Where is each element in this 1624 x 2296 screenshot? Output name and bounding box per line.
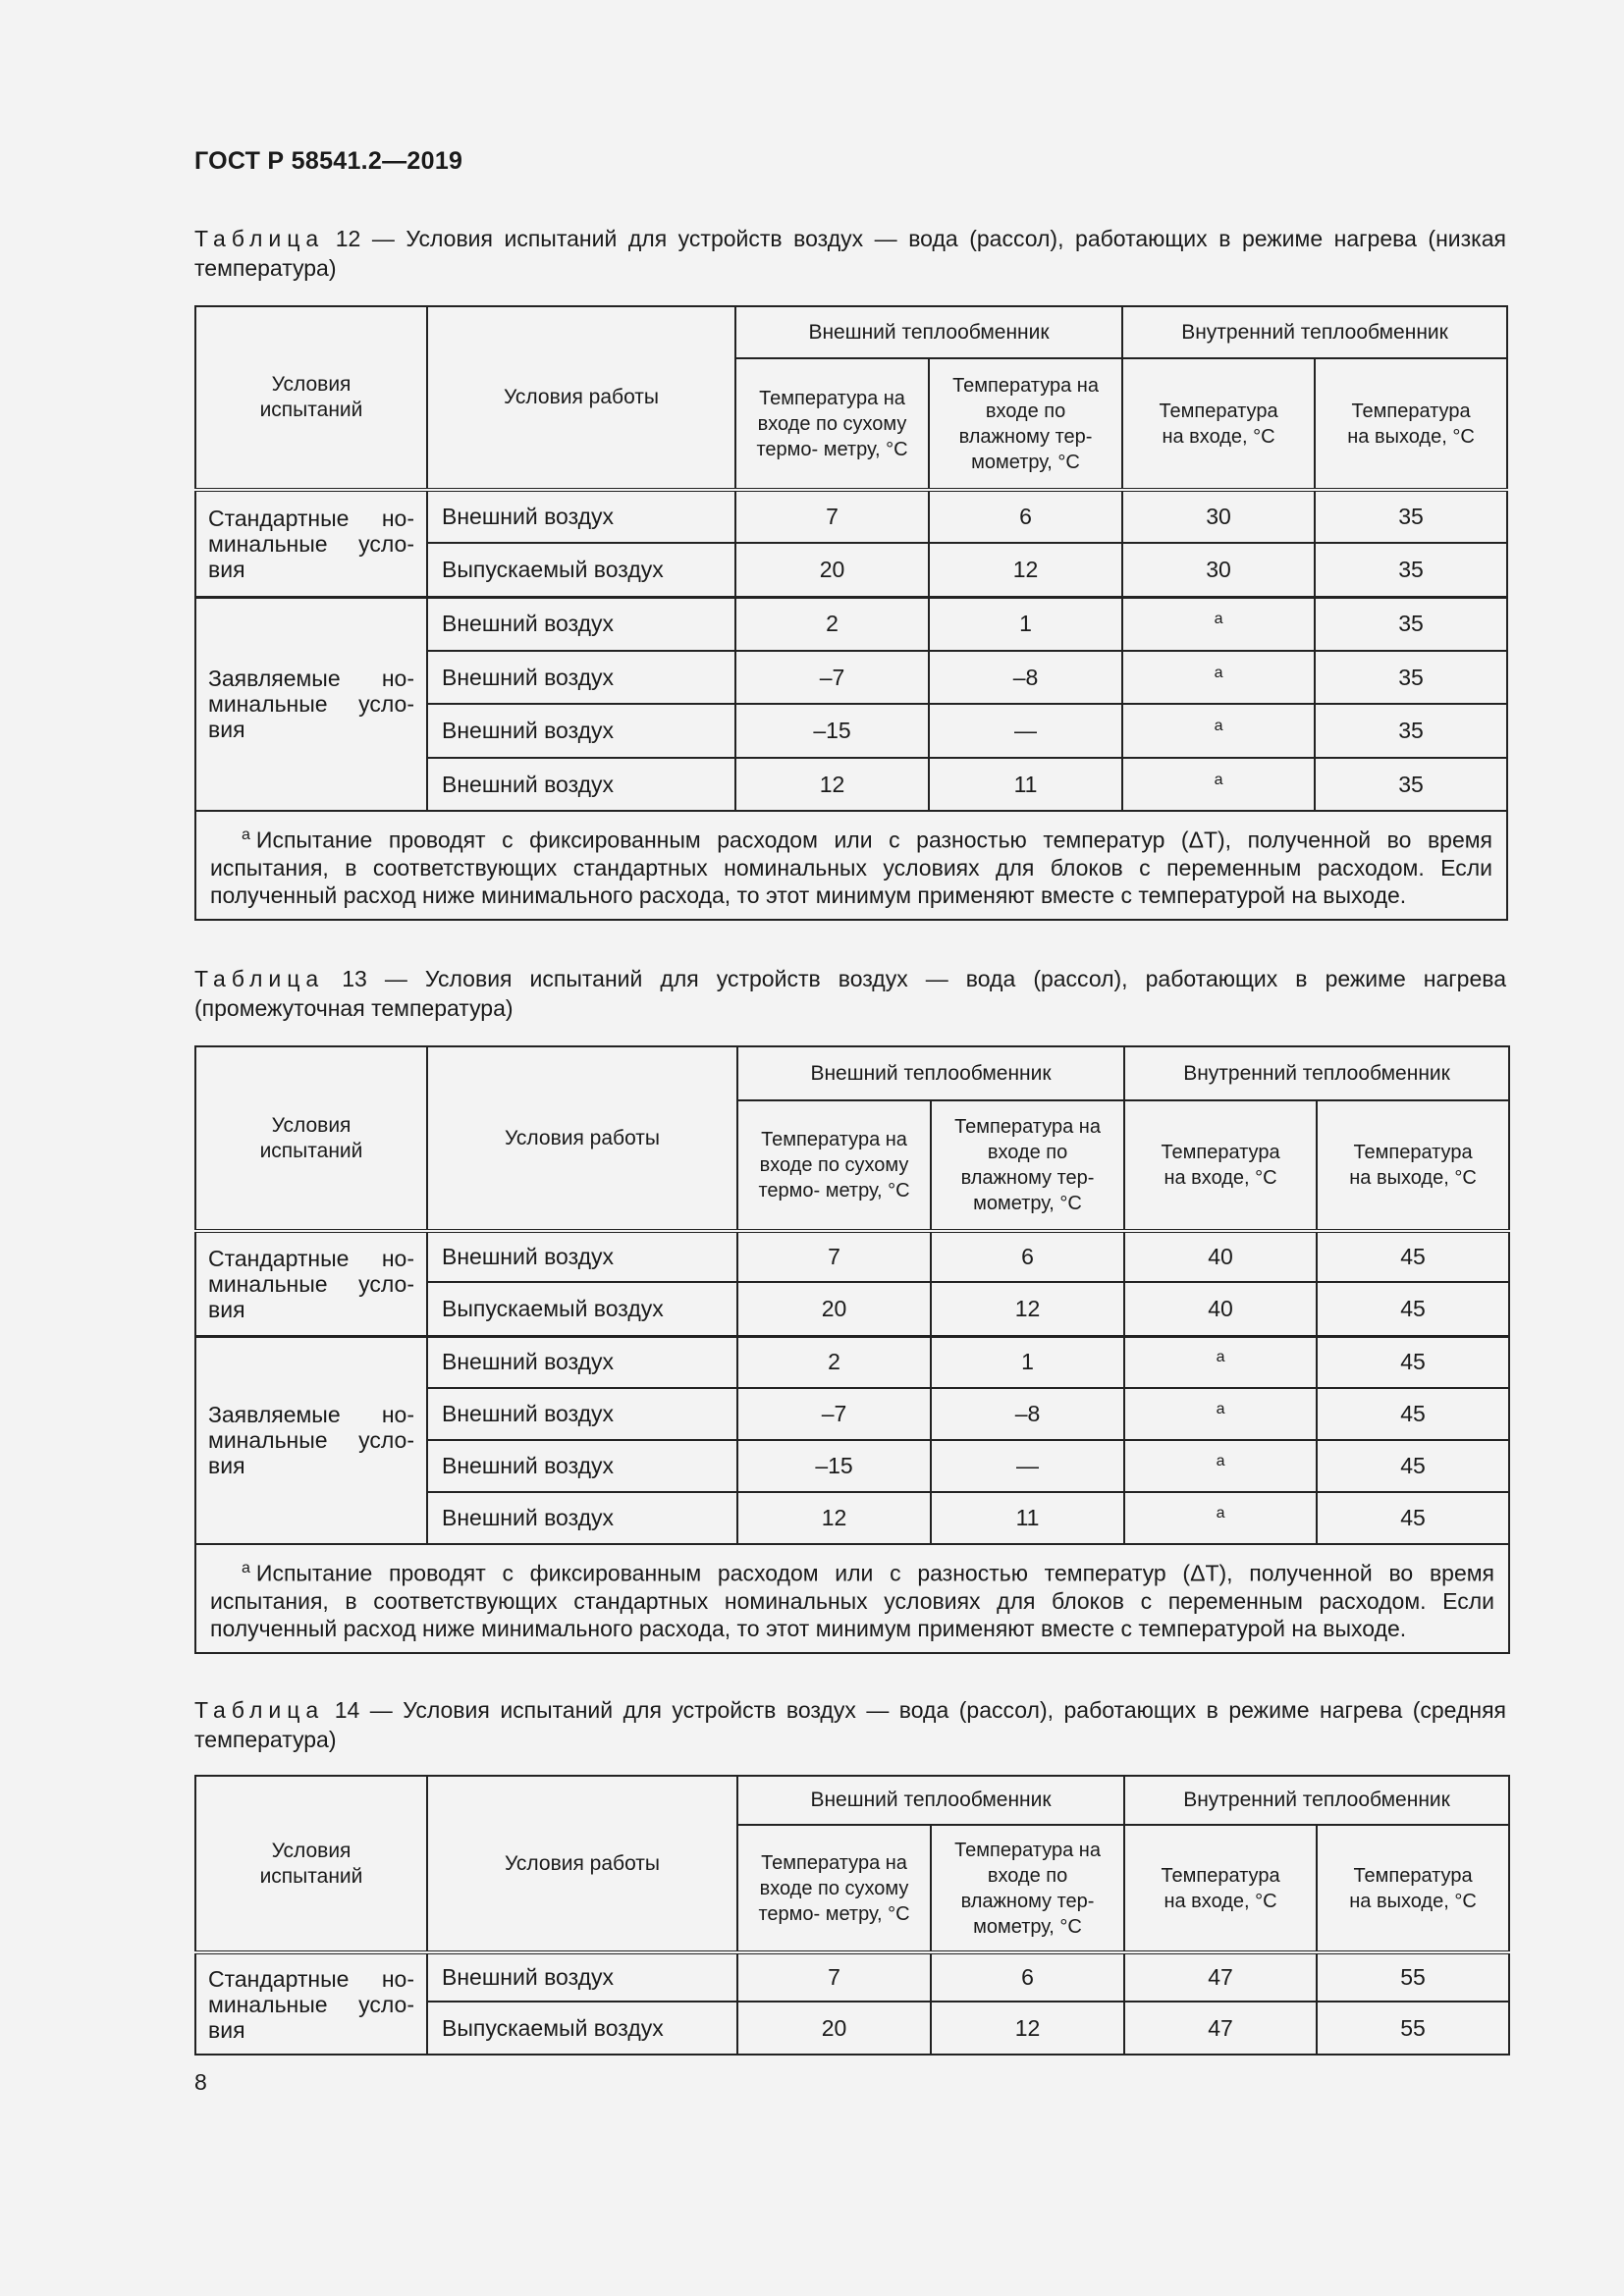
- header-test-conditions: Условия испытаний: [195, 1046, 427, 1231]
- header-outer-exchanger: Внешний теплообменник: [735, 306, 1122, 358]
- header-work-conditions: Условия работы: [427, 306, 735, 490]
- table-row: Внешний воздух –15 — $^a$ 45: [195, 1440, 1509, 1492]
- header-outer-exchanger: Внешний теплообменник: [737, 1776, 1124, 1825]
- header-wet-bulb: Температура на входе по влажному тер- мометру, °С: [929, 358, 1122, 490]
- footnote-ref: a: [1216, 1349, 1225, 1366]
- table-footnote: $^a$ Испытание проводят с фиксированным расходом или с разностью температур (ΔT), полученной во время испытания, в соответствующих стандартных номинальных условиях для блоков с переменным расходом. Если полученный расход ниже минимального расхода, то этот минимум применяют вместе с температурой на выходе.: [195, 1544, 1509, 1653]
- group-standard: Стандартные но- минальные усло- вия: [195, 1952, 427, 2055]
- table-row: Заявляемые но- минальные усло- вия Внешний воздух 2 1 $^a$ 45: [195, 1336, 1509, 1388]
- table-row: Выпускаемый воздух 20 12 47 55: [195, 2002, 1509, 2055]
- table-row: Выпускаемый воздух 20 12 30 35: [195, 543, 1507, 597]
- table-13: [194, 1045, 1510, 1654]
- header-test-conditions: Условия испытаний: [195, 306, 427, 490]
- table-12-caption: Таблица 12 — Условия испытаний для устройств воздух — вода (рассол), работающих в режиме нагрева (низкая температура): [194, 226, 1506, 281]
- table-row: Внешний воздух –7 –8 $^a$ 35: [195, 651, 1507, 704]
- table-14-caption: Таблица 14 — Условия испытаний для устройств воздух — вода (рассол), работающих в режиме нагрева (средняя температура): [194, 1697, 1507, 1752]
- table-footnote-row: [195, 811, 1507, 920]
- group-standard: Стандартные но- минальные усло- вия: [195, 1231, 427, 1336]
- header-dry-bulb: Температура на входе по сухому термо- метру, °С: [737, 1100, 931, 1231]
- footnote-ref: a: [1214, 664, 1223, 681]
- table-row: Внешний воздух 12 11 $^a$ 35: [195, 758, 1507, 811]
- table-14: [194, 1775, 1510, 2056]
- table-13-caption: Таблица 13 — Условия испытаний для устройств воздух — вода (рассол), работающих в режиме нагрева (промежуточная температура): [194, 966, 1507, 1021]
- header-inner-exchanger: Внутренний теплообменник: [1124, 1776, 1509, 1825]
- header-inner-exchanger: Внутренний теплообменник: [1122, 306, 1507, 358]
- table-row: Стандартные но- минальные усло- вия Внешний воздух 7 6 47 55: [195, 1952, 1509, 2002]
- table-row: Стандартные но- минальные усло- вия Внешний воздух 7 6 30 35: [195, 490, 1507, 543]
- footnote-ref: a: [1214, 771, 1223, 788]
- header-dry-bulb: Температура на входе по сухому термо- метру, °С: [735, 358, 929, 490]
- header-test-conditions: Условия испытаний: [195, 1776, 427, 1952]
- table-row: Выпускаемый воздух 20 12 40 45: [195, 1282, 1509, 1336]
- footnote-ref: a: [1214, 718, 1223, 734]
- header-outlet-temp: Температура на выходе, °С: [1317, 1100, 1509, 1231]
- header-inlet-temp: Температура на входе, °С: [1122, 358, 1315, 490]
- page-number: 8: [194, 2069, 207, 2095]
- header-outlet-temp: Температура на выходе, °С: [1315, 358, 1507, 490]
- table-row: Внешний воздух –7 –8 $^a$ 45: [195, 1388, 1509, 1440]
- header-dry-bulb: Температура на входе по сухому термо- метру, °С: [737, 1825, 931, 1952]
- table-footnote: $^a$ Испытание проводят с фиксированным расходом или с разностью температур (ΔT), полученной во время испытания, в соответствующих стандартных номинальных условиях для блоков с переменным расходом. Если полученный расход ниже минимального расхода, то этот минимум применяют вместе с температурой на выходе.: [195, 811, 1507, 920]
- footnote-ref: a: [1216, 1505, 1225, 1522]
- group-declared: Заявляемые но- минальные усло- вия: [195, 1336, 427, 1544]
- header-work-conditions: Условия работы: [427, 1776, 737, 1952]
- group-standard: Стандартные но- минальные усло- вия: [195, 490, 427, 597]
- header-outer-exchanger: Внешний теплообменник: [737, 1046, 1124, 1100]
- table-row: Заявляемые но- минальные усло- вия Внешний воздух 2 1 $^a$ 35: [195, 597, 1507, 651]
- table-footnote-row: [195, 1544, 1509, 1653]
- footnote-ref: a: [1214, 611, 1223, 628]
- table-row: Стандартные но- минальные усло- вия Внешний воздух 7 6 40 45: [195, 1231, 1509, 1282]
- header-inner-exchanger: Внутренний теплообменник: [1124, 1046, 1509, 1100]
- header-work-conditions: Условия работы: [427, 1046, 737, 1231]
- footnote-ref: a: [1216, 1401, 1225, 1417]
- header-wet-bulb: Температура на входе по влажному тер- мометру, °С: [931, 1100, 1124, 1231]
- footnote-ref: a: [1216, 1453, 1225, 1469]
- document-code: ГОСТ Р 58541.2—2019: [194, 147, 463, 175]
- table-12: [194, 305, 1508, 921]
- table-row: Внешний воздух –15 — $^a$ 35: [195, 704, 1507, 758]
- group-declared: Заявляемые но- минальные усло- вия: [195, 597, 427, 811]
- header-wet-bulb: Температура на входе по влажному тер- мометру, °С: [931, 1825, 1124, 1952]
- header-inlet-temp: Температура на входе, °С: [1124, 1825, 1317, 1952]
- table-row: Внешний воздух 12 11 $^a$ 45: [195, 1492, 1509, 1544]
- header-outlet-temp: Температура на выходе, °С: [1317, 1825, 1509, 1952]
- header-inlet-temp: Температура на входе, °С: [1124, 1100, 1317, 1231]
